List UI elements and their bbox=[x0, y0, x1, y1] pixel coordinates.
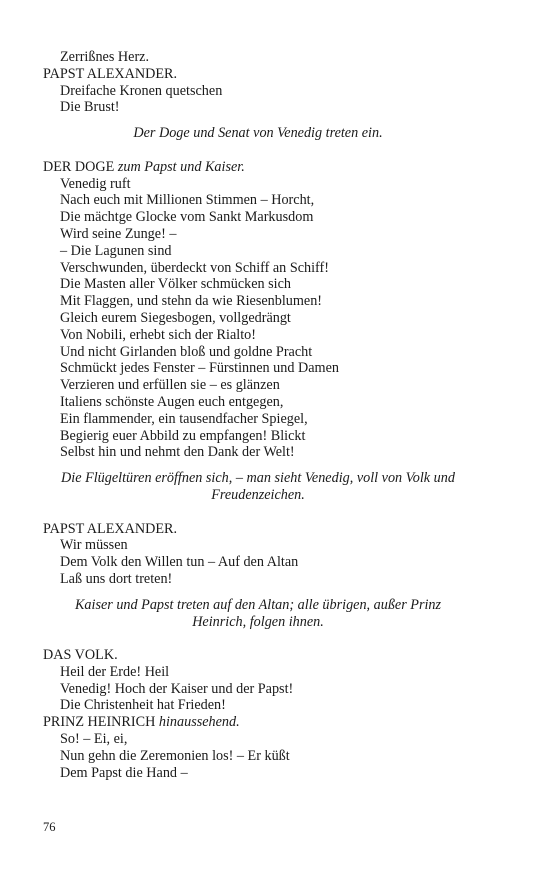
stage-direction: Freudenzeichen. bbox=[211, 486, 305, 503]
verse-line: Italiens schönste Augen euch entgegen, bbox=[60, 393, 284, 410]
verse-line: Von Nobili, erhebt sich der Rialto! bbox=[60, 326, 256, 343]
speaker-der-doge bbox=[43, 159, 473, 176]
verse-line: Zerrißnes Herz. bbox=[60, 49, 150, 65]
stage-direction: Heinrich, folgen ihnen. bbox=[192, 613, 324, 630]
stage-direction: Der Doge und Senat von Venedig treten ein. bbox=[133, 125, 383, 142]
verse-line: Die Masten aller Völker schmücken sich bbox=[60, 276, 292, 293]
verse-line: Nach euch mit Millionen Stimmen – Horcht, bbox=[60, 192, 315, 209]
speaker-direction: hinaussehend. bbox=[158, 714, 240, 731]
page-number: 76 bbox=[43, 820, 56, 834]
verse-line: Die Brust! bbox=[60, 99, 120, 116]
verse-line: Begierig euer Abbild zu empfangen! Blickt bbox=[60, 427, 306, 444]
speaker-papst-alexander: PAPST ALEXANDER. bbox=[43, 520, 178, 537]
verse-line: Dem Volk den Willen tun – Auf den Altan bbox=[60, 554, 299, 571]
verse-line: Heil der Erde! Heil bbox=[60, 663, 170, 680]
speaker-name: PRINZ HEINRICH bbox=[43, 714, 156, 731]
verse-line: Laß uns dort treten! bbox=[60, 570, 173, 587]
verse-line: Mit Flaggen, und stehn da wie Riesenblumen! bbox=[60, 293, 323, 310]
speaker-direction: zum Papst und Kaiser. bbox=[117, 158, 245, 175]
verse-line: Die mächtge Glocke vom Sankt Markusdom bbox=[60, 209, 314, 226]
stage-direction: Kaiser und Papst treten auf den Altan; alle übrigen, außer Prinz bbox=[74, 596, 442, 613]
verse-line: So! – Ei, ei, bbox=[60, 731, 128, 748]
speaker-prinz-heinrich bbox=[43, 714, 473, 731]
verse-line: Verschwunden, überdeckt von Schiff an Schiff! bbox=[60, 259, 329, 276]
verse-line: Schmückt jedes Fenster – Fürstinnen und Damen bbox=[60, 360, 339, 377]
verse-line: Verzieren und erfüllen sie – es glänzen bbox=[60, 377, 280, 394]
verse-line: Wird seine Zunge! – bbox=[60, 225, 177, 242]
stage-direction: Die Flügeltüren eröffnen sich, – man sieht Venedig, voll von Volk und bbox=[61, 470, 455, 487]
verse-line: Wir müssen bbox=[60, 537, 128, 554]
verse-line: Venedig ruft bbox=[60, 175, 131, 192]
speaker-name: DER DOGE bbox=[43, 158, 115, 175]
speaker-papst-alexander: PAPST ALEXANDER. bbox=[43, 65, 178, 82]
verse-line: Und nicht Girlanden bloß und goldne Pracht bbox=[60, 343, 313, 360]
speaker-das-volk: DAS VOLK. bbox=[43, 647, 118, 664]
verse-line: Gleich eurem Siegesbogen, vollgedrängt bbox=[60, 309, 291, 326]
verse-line: Venedig! Hoch der Kaiser und der Papst! bbox=[60, 680, 294, 697]
verse-line: – Die Lagunen sind bbox=[60, 242, 172, 259]
verse-line: Ein flammender, ein tausendfacher Spiegel, bbox=[60, 410, 308, 427]
verse-line: Selbst hin und nehmt den Dank der Welt! bbox=[60, 444, 295, 461]
verse-line: Dem Papst die Hand – bbox=[60, 764, 188, 781]
page-body bbox=[43, 49, 473, 781]
verse-line: Nun gehn die Zeremonien los! – Er küßt bbox=[60, 747, 290, 764]
verse-line: Die Christenheit hat Frieden! bbox=[60, 697, 226, 714]
verse-line: Dreifache Kronen quetschen bbox=[60, 82, 223, 99]
